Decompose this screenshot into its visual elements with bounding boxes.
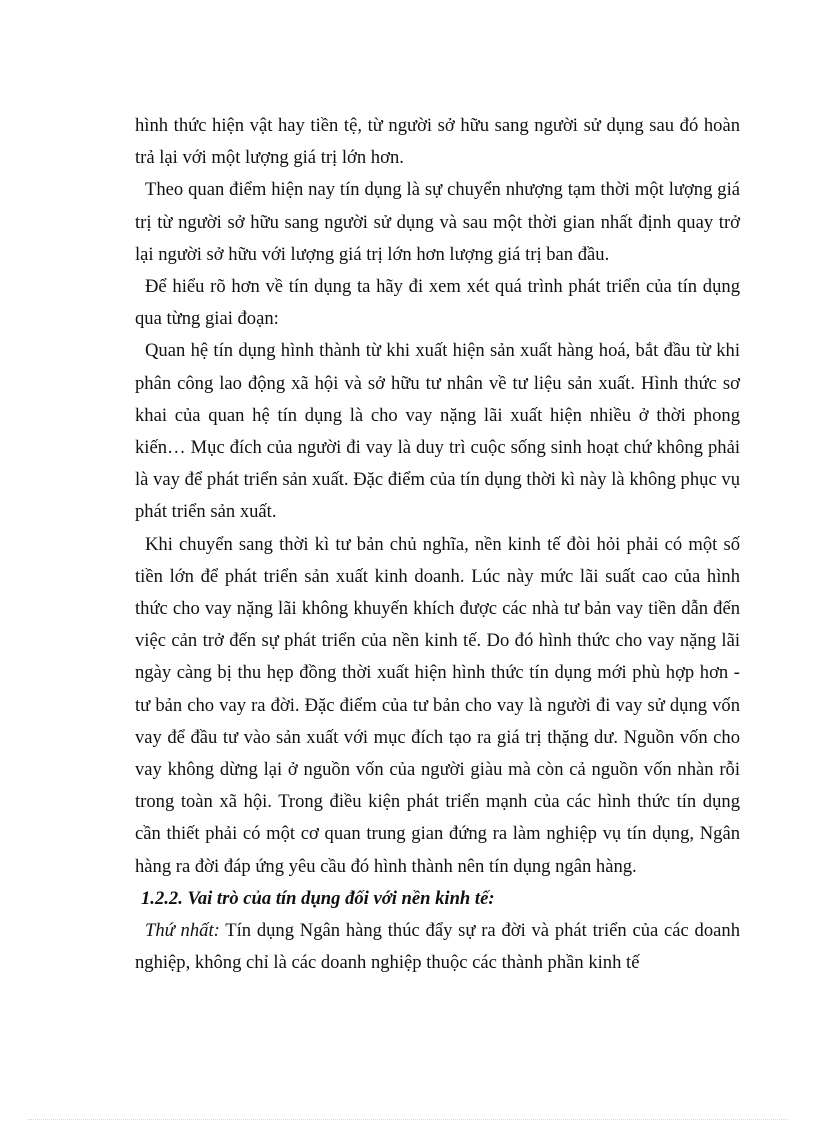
- paragraph-1: hình thức hiện vật hay tiền tệ, từ người sở hữu sang người sử dụng sau đó hoàn trả lại với một lượng giá trị lớn hơn.: [135, 115, 740, 169]
- document-body: [135, 110, 740, 979]
- paragraph-5: Khi chuyển sang thời kì tư bản chủ nghĩa, nền kinh tế đòi hỏi phải có một số tiền lớn để phát triển sản xuất kinh doanh. Lúc này mức lãi suất cao của hình thức cho vay nặng lãi không khuyến khích được các nhà tư bản vay tiền dẫn đến việc cản trở đến sự phát triển của nền kinh tế. Do đó hình thức cho vay nặng lãi ngày càng bị thu hẹp đồng thời xuất hiện hình thức tín dụng mới phù hợp hơn - tư bản cho vay ra đời. Đặc điểm của tư bản cho vay là người đi vay sử dụng vốn vay để đầu tư vào sản xuất với mục đích tạo ra giá trị thặng dư. Nguồn vốn cho vay không dừng lại ở nguồn vốn của người giàu mà còn cả nguồn vốn nhàn rỗi trong toàn xã hội. Trong điều kiện phát triển mạnh của các hình thức tín dụng cần thiết phải có một cơ quan trung gian đứng ra làm nghiệp vụ tín dụng, Ngân hàng ra đời đáp ứng yêu cầu đó hình thành nên tín dụng ngân hàng.: [135, 533, 740, 877]
- paragraph-4: Quan hệ tín dụng hình thành từ khi xuất hiện sản xuất hàng hoá, bắt đầu từ khi phân công lao động xã hội và sở hữu tư nhân về tư liệu sản xuất. Hình thức sơ khai của quan hệ tín dụng là cho vay nặng lãi xuất hiện nhiều ở thời phong kiến… Mục đích của người đi vay là duy trì cuộc sống sinh hoạt chứ không phải là vay để phát triển sản xuất. Đặc điểm của tín dụng thời kì này là không phục vụ phát triển sản xuất.: [135, 340, 740, 523]
- section-heading: 1.2.2. Vai trò của tín dụng đối với nền kinh tế:: [141, 887, 495, 909]
- page-bottom-rule: [28, 1119, 788, 1120]
- paragraph-6-text: Tín dụng Ngân hàng thúc đẩy sự ra đời và phát triển của các doanh nghiệp, không chỉ là các doanh nghiệp thuộc các thành phần kinh tế: [135, 920, 740, 974]
- paragraph-3: Để hiểu rõ hơn về tín dụng ta hãy đi xem xét quá trình phát triển của tín dụng qua từng giai đoạn:: [135, 276, 740, 330]
- paragraph-2: Theo quan điểm hiện nay tín dụng là sự chuyển nhượng tạm thời một lượng giá trị từ người sở hữu sang người sử dụng và sau một thời gian nhất định quay trở lại người sở hữu với lượng giá trị lớn hơn lượng giá trị ban đầu.: [135, 179, 740, 265]
- paragraph-6-lead: Thứ nhất:: [145, 920, 220, 942]
- paragraph-6: [135, 915, 740, 979]
